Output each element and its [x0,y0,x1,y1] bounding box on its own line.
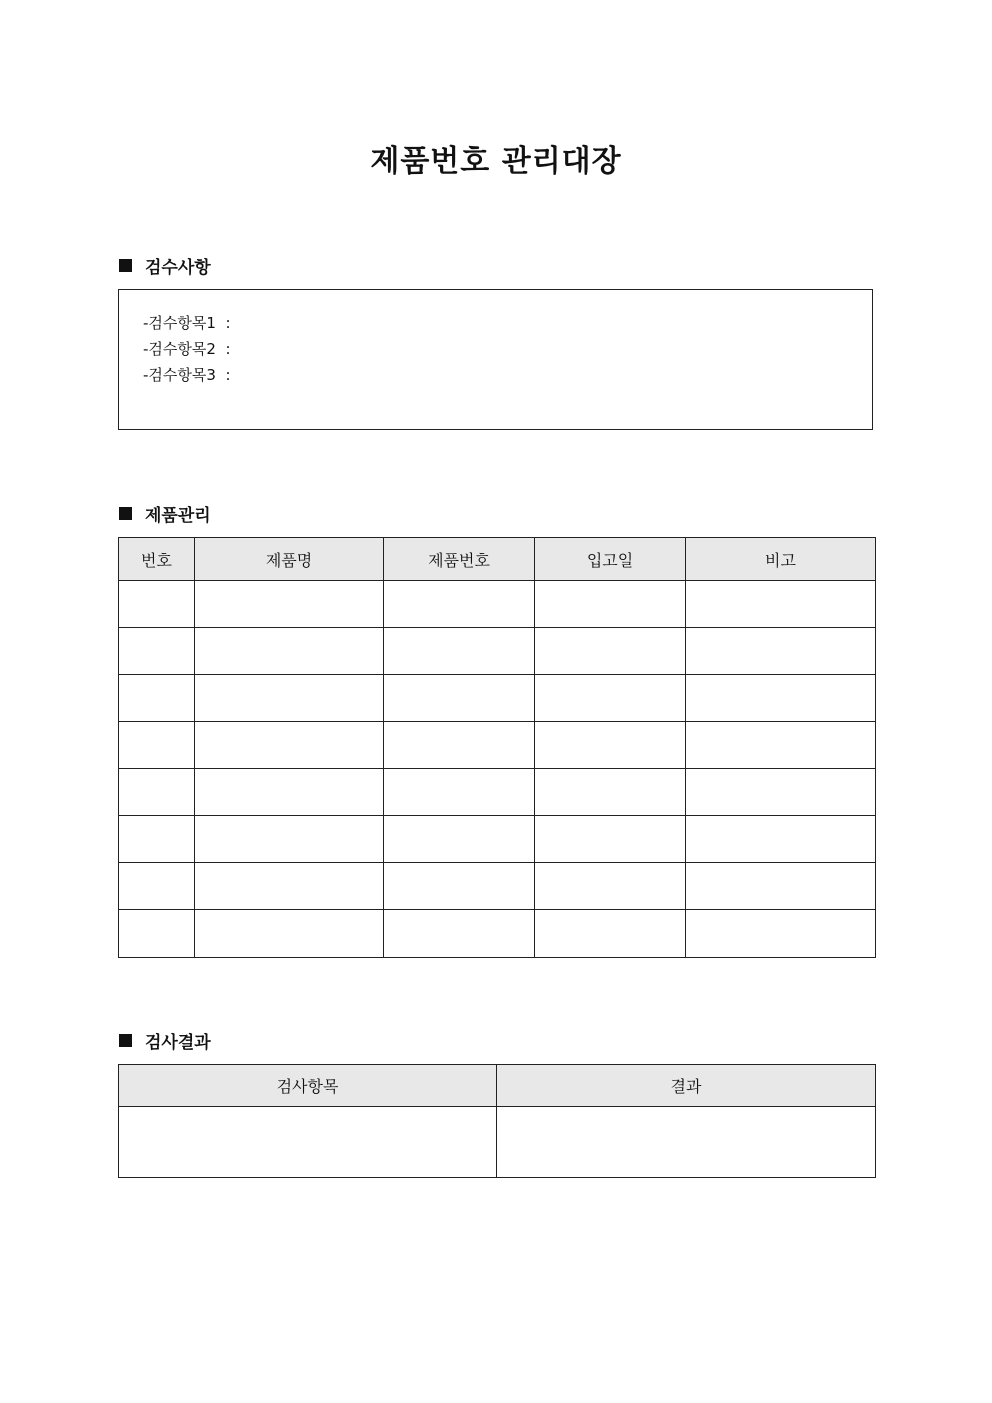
column-header-inspection-item: 검사항목 [119,1065,497,1107]
page-title: 제품번호 관리대장 [370,144,622,179]
table-cell[interactable] [195,910,384,958]
table-cell[interactable] [119,863,195,910]
products-header-row [119,538,876,581]
products-heading-label: 제품관리 [145,505,211,526]
results-heading-label: 검사결과 [145,1032,211,1053]
table-cell[interactable] [686,816,876,863]
table-cell[interactable] [384,581,535,628]
table-cell[interactable] [195,722,384,769]
table-cell[interactable] [195,628,384,675]
table-cell[interactable] [686,628,876,675]
table-cell[interactable] [535,628,686,675]
table-cell[interactable] [535,910,686,958]
inspection-heading [119,253,211,277]
table-cell[interactable] [384,910,535,958]
table-cell[interactable] [384,722,535,769]
table-cell[interactable] [119,628,195,675]
table-cell[interactable] [384,863,535,910]
column-header-remarks: 비고 [686,538,876,581]
column-header-received-date: 입고일 [535,538,686,581]
table-cell[interactable] [195,769,384,816]
square-bullet-icon [119,259,132,272]
table-row [119,769,876,816]
table-row [119,910,876,958]
table-cell[interactable] [535,675,686,722]
table-cell[interactable] [535,769,686,816]
table-cell[interactable] [119,910,195,958]
products-heading [119,501,211,525]
table-cell[interactable] [535,581,686,628]
inspection-heading-label: 검수사항 [145,257,211,278]
table-cell[interactable] [384,628,535,675]
column-header-result: 결과 [497,1065,876,1107]
table-row [119,581,876,628]
column-header-number: 번호 [119,538,195,581]
table-cell[interactable] [195,581,384,628]
table-cell[interactable] [686,675,876,722]
table-cell[interactable] [384,816,535,863]
table-row [119,1107,876,1178]
table-cell[interactable] [686,769,876,816]
table-cell[interactable] [686,910,876,958]
table-row [119,722,876,769]
table-row [119,816,876,863]
table-cell[interactable] [119,769,195,816]
inspection-box [118,289,873,430]
table-cell[interactable] [686,722,876,769]
table-cell[interactable] [195,863,384,910]
table-cell[interactable] [686,863,876,910]
table-cell[interactable] [535,816,686,863]
inspection-item: -검수항목3 : [143,366,231,384]
results-header-row [119,1065,876,1107]
table-cell[interactable] [384,769,535,816]
table-cell[interactable] [535,722,686,769]
table-row [119,863,876,910]
table-cell[interactable] [384,675,535,722]
table-cell[interactable] [119,722,195,769]
inspection-item: -검수항목2 : [143,340,231,358]
table-cell[interactable] [195,675,384,722]
column-header-product-number: 제품번호 [384,538,535,581]
table-cell[interactable] [119,1107,497,1178]
table-cell[interactable] [686,581,876,628]
table-cell[interactable] [119,816,195,863]
table-cell[interactable] [497,1107,876,1178]
column-header-product-name: 제품명 [195,538,384,581]
results-table [118,1064,876,1178]
products-table [118,537,876,958]
table-cell[interactable] [119,581,195,628]
table-row [119,628,876,675]
table-cell[interactable] [119,675,195,722]
table-cell[interactable] [195,816,384,863]
inspection-item: -검수항목1 : [143,314,231,332]
square-bullet-icon [119,1034,132,1047]
square-bullet-icon [119,507,132,520]
table-cell[interactable] [535,863,686,910]
table-row [119,675,876,722]
results-heading [119,1028,211,1052]
